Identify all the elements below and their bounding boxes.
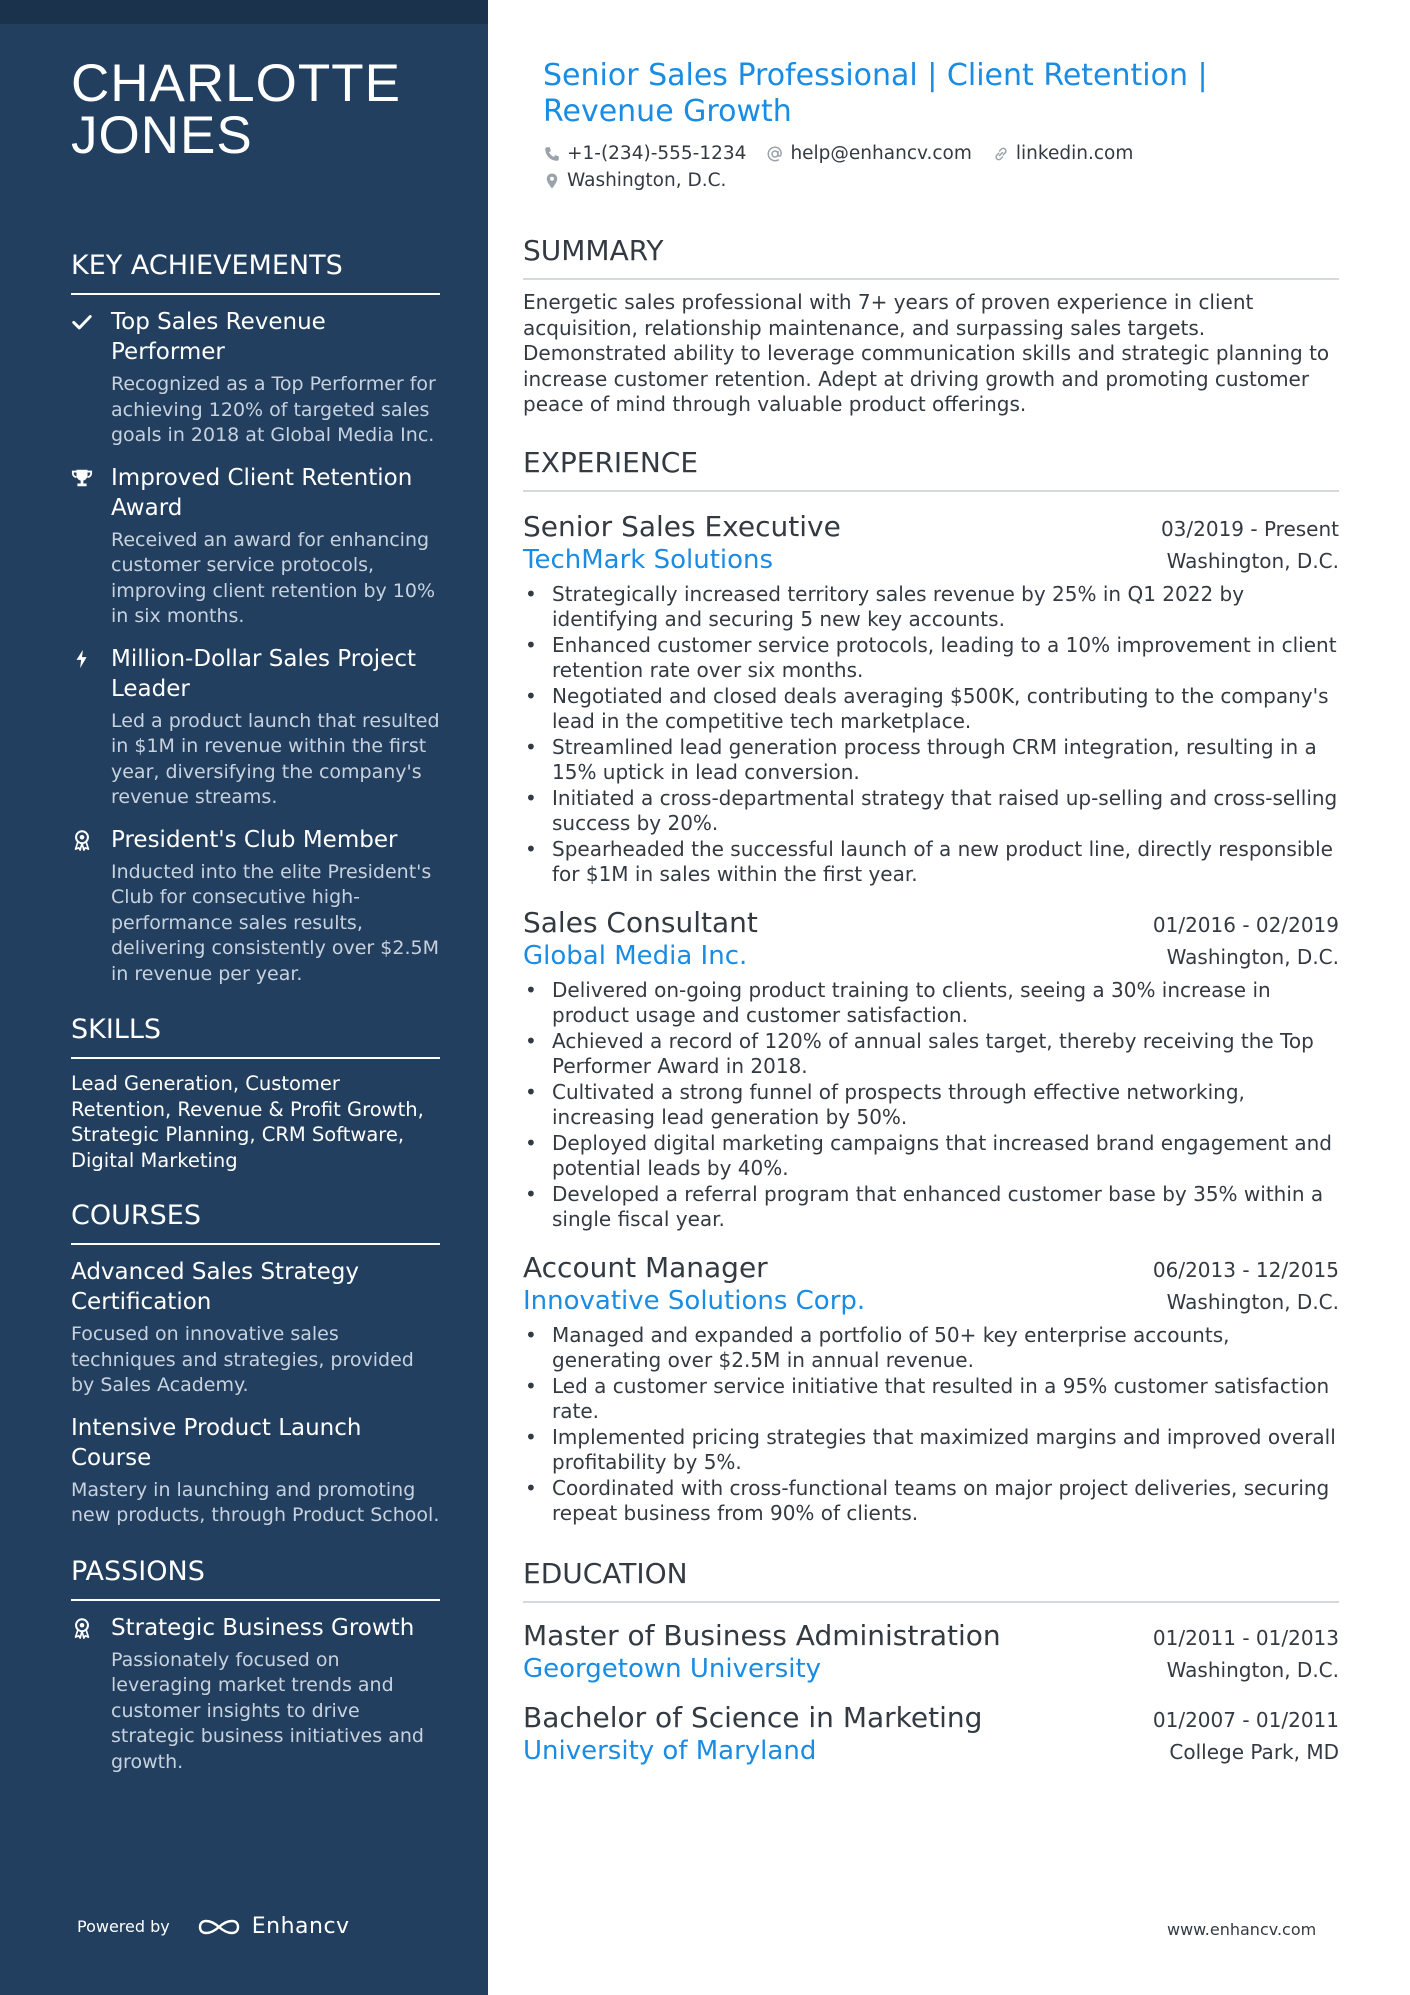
achievement-desc: Led a product launch that resulted in $1M in revenue within the first year, diversifying the company's revenue streams. <box>111 709 440 808</box>
course-desc: Focused on innovative sales techniques and strategies, provided by Sales Academy. <box>71 1323 414 1396</box>
list-item: • Initiated a cross-departmental strategy that raised up-selling and cross-selling success by 20%. <box>523 786 1339 837</box>
list-item: • Achieved a record of 120% of annual sales target, thereby receiving the Top Performer Award in 2018. <box>523 1029 1339 1080</box>
job-entry <box>523 906 1339 1233</box>
course-title: Intensive Product Launch Course <box>71 1414 362 1471</box>
achievement-desc: Received an award for enhancing customer service protocols, improving client retention by 10% in six months. <box>111 528 436 627</box>
headline: Senior Sales Professional | Client Retention | Revenue Growth <box>543 58 1208 129</box>
enhancv-logo-icon <box>196 1915 242 1939</box>
education-dates: 01/2007 - 01/2011 <box>1152 1707 1339 1732</box>
course-title: Advanced Sales Strategy Certification <box>71 1259 359 1315</box>
phone-contact[interactable] <box>543 140 746 167</box>
job-title: Account Manager <box>523 1250 768 1284</box>
skills-list: Lead Generation, Customer Retention, Revenue & Profit Growth, Strategic Planning, CRM Software, Digital Marketing <box>71 1072 424 1172</box>
courses-section <box>71 1199 440 1529</box>
medal-icon <box>71 1617 93 1639</box>
education-section <box>523 1557 1339 1767</box>
name-last: JONES <box>71 106 253 165</box>
school-location: College Park, MD <box>1169 1739 1339 1764</box>
job-location: Washington, D.C. <box>1166 944 1339 969</box>
job-bullets <box>523 1323 1339 1527</box>
summary-section <box>523 234 1339 418</box>
experience-section <box>523 446 1339 1527</box>
passion-title: Strategic Business Growth <box>111 1614 415 1641</box>
job-dates: 06/2013 - 12/2015 <box>1152 1257 1339 1282</box>
brand-name: Enhancv <box>251 1914 350 1939</box>
trophy-icon <box>71 467 93 489</box>
check-icon <box>71 311 93 333</box>
achievement-desc: Recognized as a Top Performer for achieving 120% of targeted sales goals in 2018 at Global Media Inc. <box>111 373 436 446</box>
location-text: Washington, D.C. <box>567 170 727 191</box>
enhancv-logo[interactable] <box>196 1914 350 1939</box>
school-name: Georgetown University <box>523 1653 822 1684</box>
location-contact <box>543 167 726 194</box>
achievement-title: Million-Dollar Sales Project Leader <box>111 645 416 702</box>
list-item: • Strategically increased territory sales revenue by 25% in Q1 2022 by identifying and securing 5 new key accounts. <box>523 582 1339 633</box>
passion-item <box>71 1613 440 1776</box>
list-item: • Coordinated with cross-functional teams on major project deliveries, securing repeat business from 90% of clients. <box>523 1476 1339 1527</box>
job-entry <box>523 510 1339 888</box>
at-icon <box>766 145 784 163</box>
skills-section <box>71 1013 440 1173</box>
list-item: • Streamlined lead generation process through CRM integration, resulting in a 15% uptick in lead conversion. <box>523 735 1339 786</box>
achievements-heading: KEY ACHIEVEMENTS <box>71 249 440 295</box>
summary-text: Energetic sales professional with 7+ years of proven experience in client acquisition, relationship maintenance, and surpassing sales targets. Demonstrated ability to leverage communication skills and strategic planning to increase customer retention. Adept at driving growth and promoting customer peace of mind through valuable product offerings. <box>523 290 1330 416</box>
powered-by <box>77 1914 350 1939</box>
list-item: • Enhanced customer service protocols, leading to a 10% improvement in client retention rate over six months. <box>523 633 1339 684</box>
courses-heading: COURSES <box>71 1199 440 1245</box>
medal-icon <box>71 829 93 851</box>
passions-heading: PASSIONS <box>71 1555 440 1601</box>
link-icon <box>992 145 1010 163</box>
location-pin-icon <box>543 172 561 190</box>
job-company: Global Media Inc. <box>523 940 748 971</box>
job-company: TechMark Solutions <box>523 544 774 575</box>
list-item: • Negotiated and closed deals averaging $500K, contributing to the company's lead in the competitive tech marketplace. <box>523 684 1339 735</box>
powered-by-label: Powered by <box>77 1917 170 1936</box>
skills-heading: SKILLS <box>71 1013 440 1059</box>
list-item: • Managed and expanded a portfolio of 50+ key enterprise accounts, generating over $2.5M in annual revenue. <box>523 1323 1339 1374</box>
achievement-title: President's Club Member <box>111 826 398 853</box>
list-item: • Deployed digital marketing campaigns that increased brand engagement and potential leads by 40%. <box>523 1131 1339 1182</box>
phone-text: +1-(234)-555-1234 <box>567 143 747 164</box>
sidebar <box>0 0 488 1995</box>
degree-title: Bachelor of Science in Marketing <box>523 1700 983 1734</box>
name-first: CHARLOTTE <box>71 54 401 113</box>
experience-heading: EXPERIENCE <box>523 446 1339 492</box>
education-dates: 01/2011 - 01/2013 <box>1152 1625 1339 1650</box>
list-item: • Delivered on-going product training to clients, seeing a 30% increase in product usage and customer satisfaction. <box>523 978 1339 1029</box>
education-entry <box>523 1701 1339 1767</box>
job-dates: 01/2016 - 02/2019 <box>1152 912 1339 937</box>
email-text: help@enhancv.com <box>790 143 972 164</box>
achievement-item <box>71 307 440 449</box>
main-content <box>523 58 1339 1767</box>
course-desc: Mastery in launching and promoting new products, through Product School. <box>71 1478 440 1526</box>
job-title: Sales Consultant <box>523 905 758 939</box>
list-item: • Developed a referral program that enhanced customer base by 35% within a single fiscal year. <box>523 1182 1339 1233</box>
job-bullets <box>523 978 1339 1233</box>
passions-section <box>71 1555 440 1776</box>
job-entry <box>523 1251 1339 1527</box>
sidebar-top-bar <box>0 0 488 24</box>
summary-heading: SUMMARY <box>523 234 1339 280</box>
job-company: Innovative Solutions Corp. <box>523 1285 866 1316</box>
lightning-icon <box>71 648 93 670</box>
school-name: University of Maryland <box>523 1735 817 1766</box>
phone-icon <box>543 145 561 163</box>
person-name <box>71 54 440 165</box>
list-item: • Led a customer service initiative that resulted in a 95% customer satisfaction rate. <box>523 1374 1339 1425</box>
job-location: Washington, D.C. <box>1166 548 1339 573</box>
passion-desc: Passionately focused on leveraging market trends and customer insights to drive strategic business initiatives and growth. <box>111 1648 424 1773</box>
education-heading: EDUCATION <box>523 1557 1339 1603</box>
job-title: Senior Sales Executive <box>523 509 841 543</box>
job-location: Washington, D.C. <box>1166 1289 1339 1314</box>
course-item <box>71 1413 440 1529</box>
achievement-desc: Inducted into the elite President's Club for consecutive high-performance sales results, delivering consistently over $2.5M in revenue per year. <box>111 860 439 985</box>
list-item: • Cultivated a strong funnel of prospects through effective networking, increasing lead generation by 50%. <box>523 1080 1339 1131</box>
linkedin-contact[interactable] <box>992 140 1133 167</box>
achievements-section <box>71 249 440 987</box>
school-location: Washington, D.C. <box>1166 1657 1339 1682</box>
list-item: • Implemented pricing strategies that maximized margins and improved overall profitability by 5%. <box>523 1425 1339 1476</box>
achievement-item <box>71 463 440 630</box>
job-bullets <box>523 582 1339 888</box>
course-item <box>71 1257 440 1399</box>
job-dates: 03/2019 - Present <box>1160 516 1339 541</box>
achievement-title: Improved Client Retention Award <box>111 464 413 521</box>
email-contact[interactable] <box>766 140 971 167</box>
degree-title: Master of Business Administration <box>523 1618 1001 1652</box>
list-item: • Spearheaded the successful launch of a new product line, directly responsible for $1M in sales within the first year. <box>523 837 1339 888</box>
achievement-item <box>71 825 440 988</box>
footer-url[interactable]: www.enhancv.com <box>1167 1920 1317 1939</box>
education-entry <box>523 1619 1339 1685</box>
achievement-title: Top Sales Revenue Performer <box>111 309 326 365</box>
achievement-item <box>71 644 440 811</box>
linkedin-text: linkedin.com <box>1015 143 1134 164</box>
contact-info <box>543 140 1339 194</box>
